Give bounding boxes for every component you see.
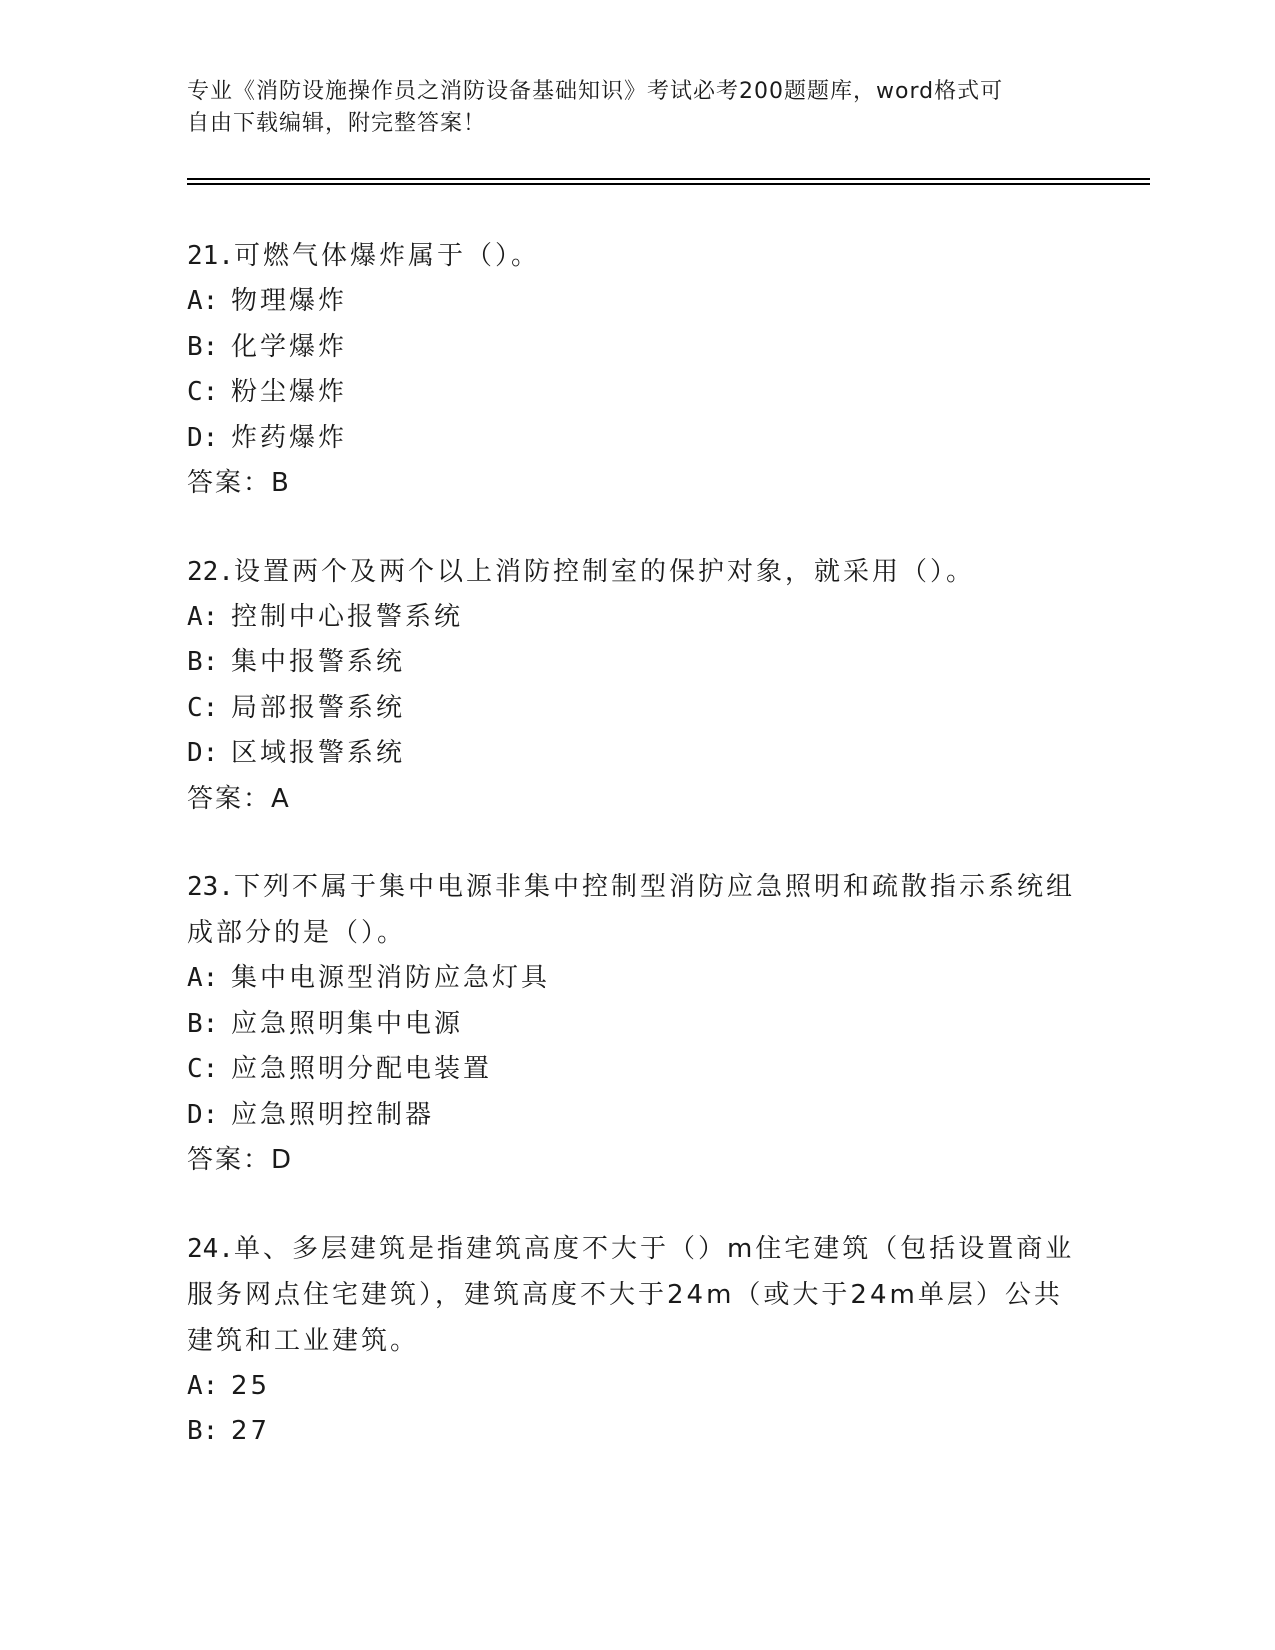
option-key: D:: [187, 1099, 219, 1130]
question-23: [187, 864, 1087, 1184]
option-key: B:: [187, 647, 219, 677]
option-c: [187, 370, 1087, 416]
answer-line: 答案：A: [187, 783, 291, 814]
option-c: [187, 686, 1087, 732]
option-key: D:: [187, 738, 219, 768]
option-text: 应急照明分配电装置: [231, 1054, 493, 1084]
option-text: 化学爆炸: [231, 331, 348, 362]
option-text: 应急照明控制器: [231, 1099, 435, 1130]
option-key: B:: [187, 331, 219, 362]
answer-line: 答案：D: [187, 1145, 294, 1175]
option-key: B:: [187, 1416, 219, 1446]
option-key: D:: [187, 422, 219, 453]
question-text: 设置两个及两个以上消防控制室的保护对象，就采用（）。: [233, 556, 975, 587]
header-divider-bottom: [187, 183, 1150, 185]
option-text: 区域报警系统: [231, 738, 406, 768]
option-c: [187, 1047, 1087, 1093]
option-text: 炸药爆炸: [231, 422, 348, 453]
option-b: [187, 640, 1087, 686]
question-stem: [187, 864, 1087, 956]
question-stem: [187, 233, 1087, 279]
option-text: 25: [231, 1370, 271, 1401]
option-text: 应急照明集中电源: [231, 1008, 464, 1039]
option-b: [187, 325, 1087, 371]
question-stem: [187, 1226, 1087, 1364]
option-a: [187, 956, 1087, 1002]
question-text: 下列不属于集中电源非集中控制型消防应急照明和疏散指示系统组成部分的是（）。: [187, 872, 1075, 948]
question-24: [187, 1226, 1087, 1455]
option-key: A:: [187, 286, 219, 316]
question-number: 24.: [187, 1233, 234, 1264]
option-d: [187, 416, 1087, 462]
option-b: [187, 1002, 1087, 1048]
option-b: [187, 1409, 1087, 1455]
header-line-1: 专业《消防设施操作员之消防设备基础知识》考试必考200题题库，word格式可: [187, 79, 1004, 104]
document-header: [187, 76, 1067, 140]
header-divider-top: [187, 178, 1150, 180]
option-text: 集中电源型消防应急灯具: [231, 963, 551, 993]
option-text: 物理爆炸: [231, 286, 348, 316]
option-text: 集中报警系统: [231, 647, 406, 677]
question-stem: [187, 549, 1087, 595]
question-list: [187, 233, 1087, 1474]
option-key: A:: [187, 1370, 219, 1401]
header-line-2: 自由下载编辑，附完整答案！: [187, 111, 487, 136]
option-a: [187, 279, 1087, 325]
option-d: [187, 731, 1087, 777]
option-key: A:: [187, 963, 219, 993]
option-d: [187, 1093, 1087, 1139]
option-text: 控制中心报警系统: [231, 601, 464, 632]
question-number: 22.: [187, 556, 234, 587]
option-a: [187, 595, 1087, 641]
option-key: C:: [187, 377, 219, 407]
question-number: 21.: [187, 241, 234, 271]
question-22: [187, 549, 1087, 823]
question-21: [187, 233, 1087, 507]
option-text: 27: [231, 1416, 271, 1446]
option-a: [187, 1364, 1087, 1410]
option-key: B:: [187, 1008, 219, 1039]
option-key: C:: [187, 692, 219, 723]
answer-line: 答案：B: [187, 468, 291, 498]
question-number: 23.: [187, 872, 234, 902]
option-text: 粉尘爆炸: [231, 377, 348, 407]
option-key: C:: [187, 1054, 219, 1084]
option-key: A:: [187, 601, 219, 632]
question-text: 单、多层建筑是指建筑高度不大于（）m住宅建筑（包括设置商业服务网点住宅建筑），建筑高度不大于24m（或大于24m单层）公共建筑和工业建筑。: [187, 1233, 1075, 1356]
option-text: 局部报警系统: [231, 692, 406, 723]
question-text: 可燃气体爆炸属于（）。: [233, 241, 540, 271]
